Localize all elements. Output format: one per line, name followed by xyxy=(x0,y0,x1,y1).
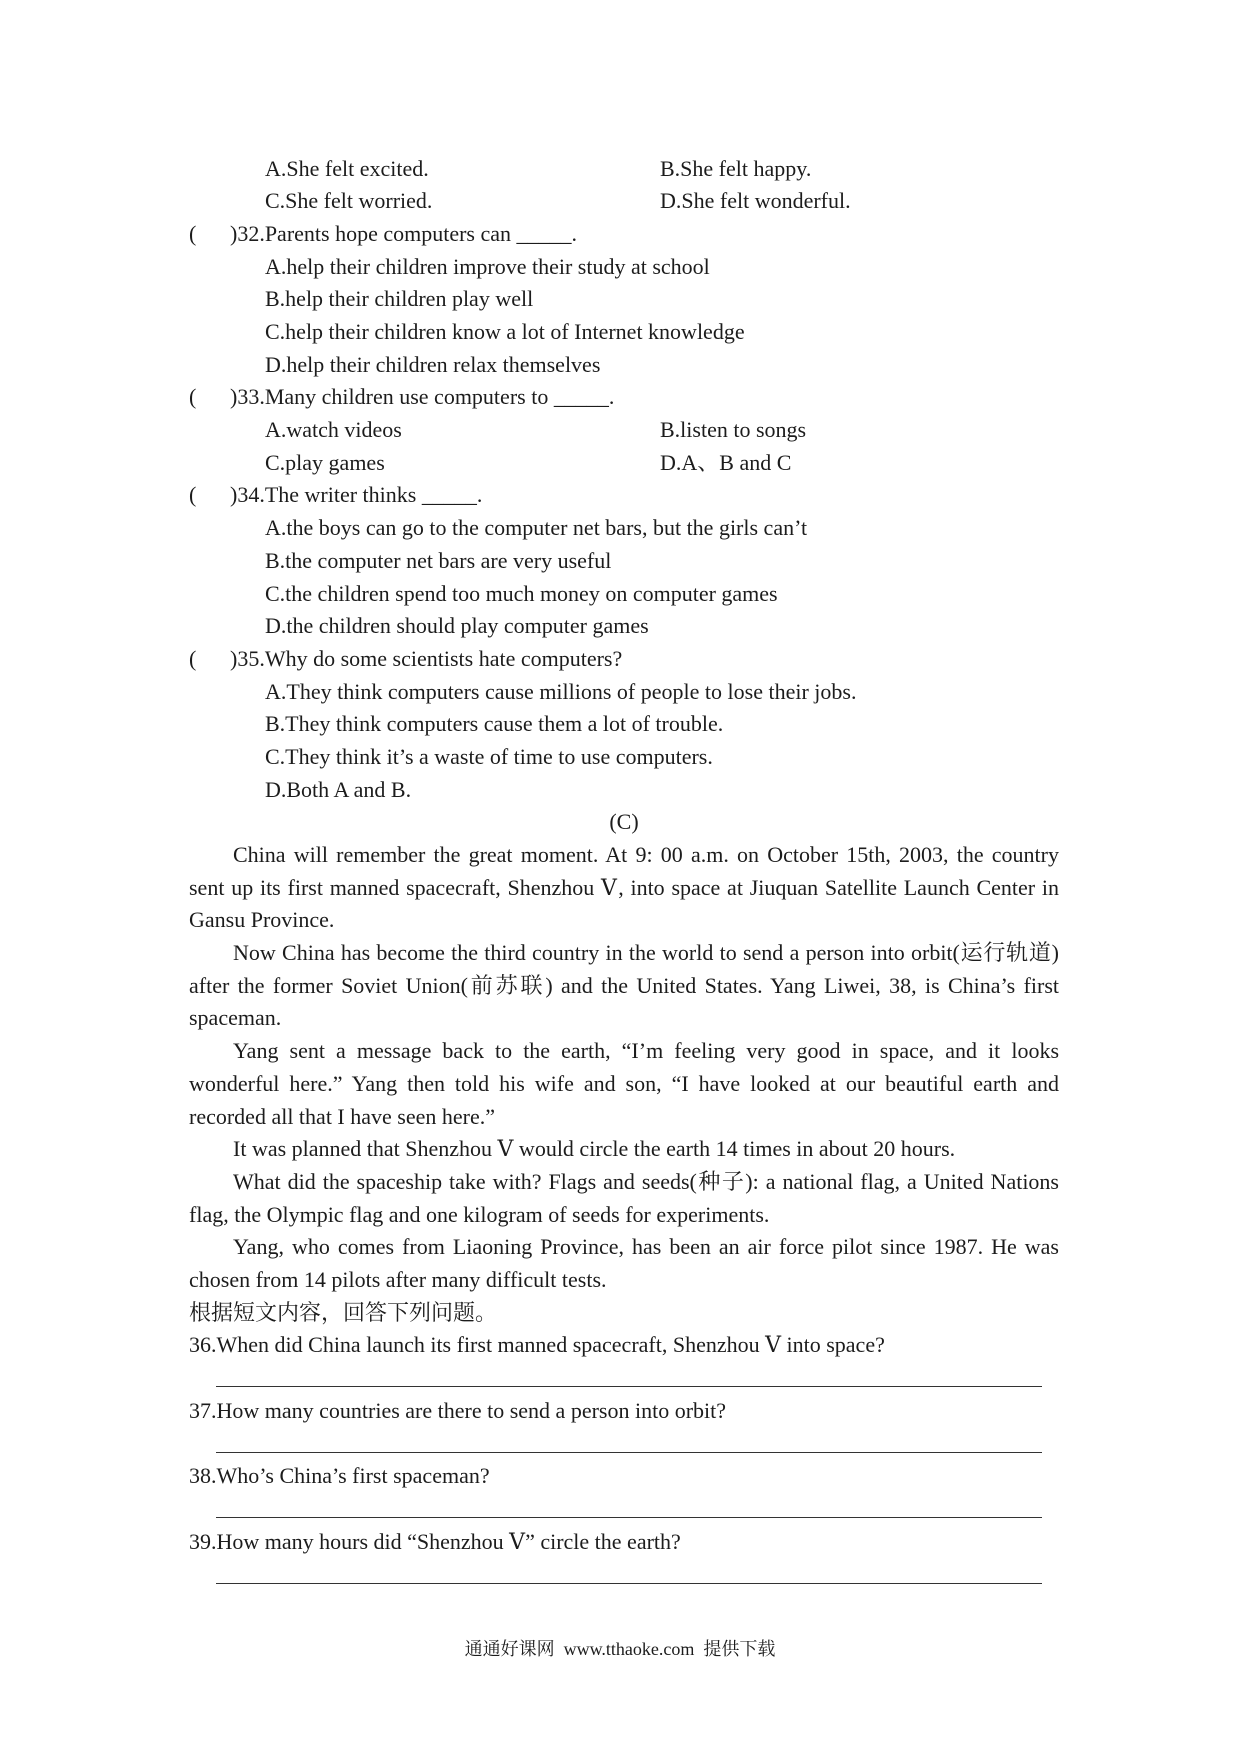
q31-options-row-1 xyxy=(189,153,1059,186)
section-c-heading: (C) xyxy=(609,809,639,835)
q33-stem-row xyxy=(189,381,1059,414)
passage-line: chosen from 14 pilots after many difficult tests. xyxy=(189,1266,607,1292)
short-answer-question xyxy=(189,1460,1059,1525)
q31-option-a: A.She felt excited. xyxy=(265,155,429,181)
passage-line: after the former Soviet Union(前苏联) and the United States. Yang Liwei, 38, is China’s first xyxy=(189,972,1059,998)
passage-line: Now China has become the third country in the world to send a person into orbit(运行轨道) xyxy=(233,940,1059,966)
passage-line: Yang sent a message back to the earth, “I’m feeling very good in space, and it looks xyxy=(233,1038,1059,1064)
passage-line: recorded all that I have seen here.” xyxy=(189,1103,495,1129)
q35-option-d: D.Both A and B. xyxy=(265,776,412,802)
q35-option-row xyxy=(189,676,1059,709)
q33-option-b: B.listen to songs xyxy=(660,417,807,443)
q32-option-b: B.help their children play well xyxy=(265,286,534,312)
q31-option-b: B.She felt happy. xyxy=(660,155,812,181)
passage-line: Yang, who comes from Liaoning Province, has been an air force pilot since 1987. He was xyxy=(233,1234,1059,1260)
q35-option-row xyxy=(189,774,1059,807)
section-c-instruction: 根据短文内容，回答下列问题。 xyxy=(189,1299,498,1325)
q33-options-row-2 xyxy=(189,447,1059,480)
q33-option-d: D.A、B and C xyxy=(660,449,792,475)
q35-option-row xyxy=(189,708,1059,741)
q34-stem-row xyxy=(189,479,1059,512)
page-footer: 通通好课网 www.tthaoke.com 提供下载 xyxy=(464,1639,776,1659)
answer-line-39 xyxy=(216,1583,1042,1584)
q32-option-a: A.help their children improve their study at school xyxy=(265,253,710,279)
passage-line: What did the spaceship take with? Flags and seeds(种子): a national flag, a United Nations xyxy=(233,1168,1059,1194)
q32-option-row xyxy=(189,251,1059,284)
q32-option-row xyxy=(189,349,1059,382)
q32-option-d: D.help their children relax themselves xyxy=(265,351,601,377)
q35-answer-bracket: ( xyxy=(189,645,197,671)
q31-options-row-2 xyxy=(189,185,1059,218)
q33-option-a: A.watch videos xyxy=(265,417,402,443)
q32-stem-row xyxy=(189,218,1059,251)
q33-options-row-1 xyxy=(189,414,1059,447)
q35-option-b: B.They think computers cause them a lot of trouble. xyxy=(265,711,724,737)
q34-option-row xyxy=(189,512,1059,545)
q34-option-d: D.the children should play computer games xyxy=(265,613,649,639)
short-answer-question xyxy=(189,1526,1059,1591)
q34-option-a: A.the boys can go to the computer net bars, but the girls can’t xyxy=(265,515,808,541)
q31-option-d: D.She felt wonderful. xyxy=(660,188,851,214)
short-answer-question xyxy=(189,1395,1059,1460)
q33-option-c: C.play games xyxy=(265,449,385,475)
question-38-text: 38.Who’s China’s first spaceman? xyxy=(189,1463,490,1489)
q33-answer-bracket: ( xyxy=(189,384,197,410)
passage-line: wonderful here.” Yang then told his wife and son, “I have looked at our beautiful earth and xyxy=(189,1070,1059,1096)
q32-option-row xyxy=(189,283,1059,316)
q35-stem-row xyxy=(189,643,1059,676)
question-39-text: 39.How many hours did “Shenzhou Ⅴ” circle the earth? xyxy=(189,1528,681,1554)
question-36-text: 36.When did China launch its first manned spacecraft, Shenzhou Ⅴ into space? xyxy=(189,1332,885,1358)
q34-option-row xyxy=(189,578,1059,611)
q31-option-c: C.She felt worried. xyxy=(265,188,433,214)
passage-line: flag, the Olympic flag and one kilogram of seeds for experiments. xyxy=(189,1201,770,1227)
q32-option-row xyxy=(189,316,1059,349)
passage-line: spaceman. xyxy=(189,1005,282,1031)
q35-option-a: A.They think computers cause millions of people to lose their jobs. xyxy=(265,678,857,704)
q34-option-row xyxy=(189,610,1059,643)
q33-stem: )33.Many children use computers to _____. xyxy=(230,384,615,410)
q35-stem: )35.Why do some scientists hate computers? xyxy=(230,645,623,671)
q32-answer-bracket: ( xyxy=(189,220,197,246)
page-body xyxy=(189,153,1059,1591)
q35-option-c: C.They think it’s a waste of time to use computers. xyxy=(265,743,713,769)
q34-option-row xyxy=(189,545,1059,578)
passage-line: China will remember the great moment. At 9: 00 a.m. on October 15th, 2003, the country xyxy=(233,842,1059,868)
answer-line-37 xyxy=(216,1452,1042,1453)
short-answer-question xyxy=(189,1329,1059,1394)
passage-line: It was planned that Shenzhou Ⅴ would circle the earth 14 times in about 20 hours. xyxy=(233,1136,956,1162)
answer-line-38 xyxy=(216,1517,1042,1518)
q35-option-row xyxy=(189,741,1059,774)
answer-line-36 xyxy=(216,1386,1042,1387)
question-37-text: 37.How many countries are there to send a person into orbit? xyxy=(189,1397,727,1423)
q34-option-b: B.the computer net bars are very useful xyxy=(265,547,612,573)
q34-stem: )34.The writer thinks _____. xyxy=(230,482,483,508)
passage-line: sent up its first manned spacecraft, Shenzhou Ⅴ, into space at Jiuquan Satellite Launch Center in xyxy=(189,874,1059,900)
q34-option-c: C.the children spend too much money on computer games xyxy=(265,580,778,606)
q32-option-c: C.help their children know a lot of Internet knowledge xyxy=(265,319,745,345)
q32-stem: )32.Parents hope computers can _____. xyxy=(230,220,578,246)
passage-line: Gansu Province. xyxy=(189,907,335,933)
q34-answer-bracket: ( xyxy=(189,482,197,508)
